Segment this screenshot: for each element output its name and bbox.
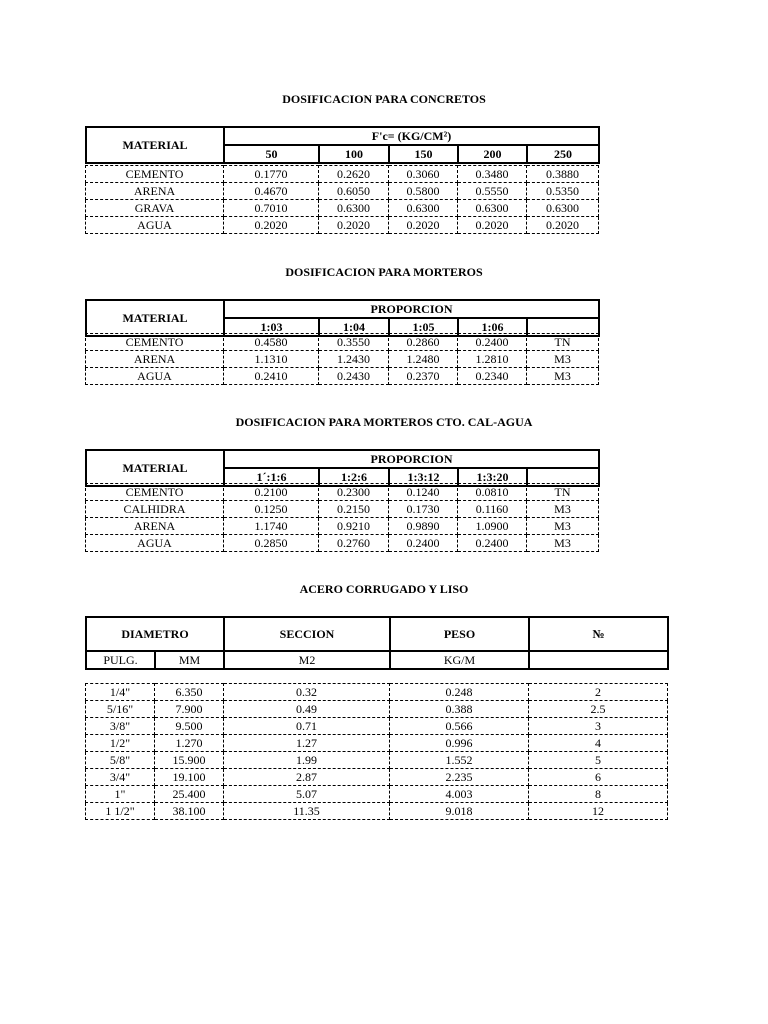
material-cell: CEMENTO <box>86 484 224 501</box>
material-cell: AGUA <box>86 535 224 552</box>
column-header: 1:2:6 <box>319 468 389 486</box>
value-cell: 1.1310 <box>224 351 319 368</box>
value-cell: 0.4670 <box>224 183 319 200</box>
acero-header <box>85 616 669 670</box>
value-cell: 0.2400 <box>458 334 527 351</box>
peso-cell: 9.018 <box>390 803 529 820</box>
mm-cell: 15.900 <box>155 752 224 769</box>
value-cell: 0.5350 <box>527 183 599 200</box>
peso-header: PESO <box>390 617 529 651</box>
value-cell: 0.2100 <box>224 484 319 501</box>
value-cell: 0.6300 <box>458 200 527 217</box>
value-cell: 0.1250 <box>224 501 319 518</box>
value-cell: 0.2020 <box>527 217 599 234</box>
column-header: 150 <box>389 145 458 163</box>
value-cell: 0.2410 <box>224 368 319 385</box>
value-cell: 0.5550 <box>458 183 527 200</box>
acero-title: ACERO CORRUGADO Y LISO <box>299 582 469 596</box>
mm-cell: 6.350 <box>155 684 224 701</box>
material-cell: CEMENTO <box>86 166 224 183</box>
morteros-cal-title: DOSIFICACION PARA MORTEROS CTO. CAL-AGUA <box>235 415 533 429</box>
peso-cell: 2.235 <box>390 769 529 786</box>
pulg-cell: 5/16" <box>86 701 155 718</box>
value-cell: 0.2860 <box>389 334 458 351</box>
value-cell: 0.3480 <box>458 166 527 183</box>
unit-header: PULG. <box>86 651 155 669</box>
unit-cell: M3 <box>527 501 599 518</box>
unit-cell: TN <box>527 484 599 501</box>
concretos-header <box>85 126 600 164</box>
value-cell: 0.2020 <box>319 217 389 234</box>
value-cell: 0.2370 <box>389 368 458 385</box>
table-row <box>86 334 599 351</box>
unit-cell: M3 <box>527 535 599 552</box>
value-cell: 0.6050 <box>319 183 389 200</box>
seccion-cell: 2.87 <box>224 769 390 786</box>
table-row <box>86 718 668 735</box>
seccion-cell: 11.35 <box>224 803 390 820</box>
morteros-title: DOSIFICACION PARA MORTEROS <box>285 265 483 279</box>
unit-header: KG/M <box>390 651 529 669</box>
value-cell: 0.6300 <box>389 200 458 217</box>
unit-cell: M3 <box>527 351 599 368</box>
unit-cell: M3 <box>527 518 599 535</box>
value-cell: 0.2760 <box>319 535 389 552</box>
value-cell: 0.2620 <box>319 166 389 183</box>
column-header: 250 <box>527 145 599 163</box>
table-row <box>86 484 599 501</box>
seccion-header: SECCION <box>224 617 390 651</box>
mm-cell: 19.100 <box>155 769 224 786</box>
value-cell: 0.0810 <box>458 484 527 501</box>
value-cell: 1.0900 <box>458 518 527 535</box>
pulg-cell: 3/8" <box>86 718 155 735</box>
material-cell: GRAVA <box>86 200 224 217</box>
acero-body <box>85 683 668 820</box>
concretos-body <box>85 165 599 234</box>
numero-header: № <box>529 617 668 651</box>
value-cell: 0.9210 <box>319 518 389 535</box>
material-cell: AGUA <box>86 368 224 385</box>
pulg-cell: 1 1/2" <box>86 803 155 820</box>
peso-cell: 0.388 <box>390 701 529 718</box>
seccion-cell: 5.07 <box>224 786 390 803</box>
concretos-title: DOSIFICACION PARA CONCRETOS <box>282 92 486 106</box>
peso-cell: 4.003 <box>390 786 529 803</box>
unit-header: M2 <box>224 651 390 669</box>
value-cell: 0.2020 <box>389 217 458 234</box>
table-row <box>86 501 599 518</box>
peso-cell: 1.552 <box>390 752 529 769</box>
peso-cell: 0.996 <box>390 735 529 752</box>
group-header: PROPORCION <box>224 300 599 318</box>
value-cell: 0.9890 <box>389 518 458 535</box>
value-cell: 0.6300 <box>319 200 389 217</box>
value-cell: 0.6300 <box>527 200 599 217</box>
numero-cell: 4 <box>529 735 668 752</box>
value-cell: 0.2300 <box>319 484 389 501</box>
column-header: 100 <box>319 145 389 163</box>
value-cell: 0.4580 <box>224 334 319 351</box>
value-cell: 0.7010 <box>224 200 319 217</box>
numero-cell: 2.5 <box>529 701 668 718</box>
value-cell: 0.3550 <box>319 334 389 351</box>
unit-cell: M3 <box>527 368 599 385</box>
morteros-cal-header <box>85 449 600 487</box>
table-row <box>86 735 668 752</box>
unit-cell: TN <box>527 334 599 351</box>
material-cell: CALHIDRA <box>86 501 224 518</box>
table-row <box>86 684 668 701</box>
material-cell: AGUA <box>86 217 224 234</box>
pulg-cell: 1" <box>86 786 155 803</box>
value-cell: 0.2850 <box>224 535 319 552</box>
column-header: 1´:1:6 <box>224 468 319 486</box>
value-cell: 0.1240 <box>389 484 458 501</box>
column-header: 1:3:12 <box>389 468 458 486</box>
morteros-header <box>85 299 600 337</box>
value-cell: 0.3060 <box>389 166 458 183</box>
unit-header <box>529 651 668 669</box>
table-row <box>86 535 599 552</box>
table-row <box>86 701 668 718</box>
numero-cell: 3 <box>529 718 668 735</box>
value-cell: 1.1740 <box>224 518 319 535</box>
seccion-cell: 0.32 <box>224 684 390 701</box>
seccion-cell: 0.49 <box>224 701 390 718</box>
mm-cell: 7.900 <box>155 701 224 718</box>
unit-header: MM <box>155 651 224 669</box>
mm-cell: 38.100 <box>155 803 224 820</box>
value-cell: 0.1160 <box>458 501 527 518</box>
column-header: 1:06 <box>458 318 527 336</box>
table-row <box>86 518 599 535</box>
value-cell: 0.2340 <box>458 368 527 385</box>
value-cell: 1.2480 <box>389 351 458 368</box>
mm-cell: 1.270 <box>155 735 224 752</box>
morteros-body <box>85 333 599 385</box>
column-header: 50 <box>224 145 319 163</box>
table-row <box>86 200 599 217</box>
seccion-cell: 1.27 <box>224 735 390 752</box>
table-row <box>86 368 599 385</box>
value-cell: 0.3880 <box>527 166 599 183</box>
diametro-header: DIAMETRO <box>86 617 224 651</box>
numero-cell: 6 <box>529 769 668 786</box>
table-row <box>86 166 599 183</box>
peso-cell: 0.248 <box>390 684 529 701</box>
material-cell: ARENA <box>86 351 224 368</box>
value-cell: 0.2400 <box>389 535 458 552</box>
material-cell: ARENA <box>86 183 224 200</box>
value-cell: 0.2020 <box>224 217 319 234</box>
material-header: MATERIAL <box>86 127 224 163</box>
value-cell: 0.2430 <box>319 368 389 385</box>
pulg-cell: 3/4" <box>86 769 155 786</box>
column-header: 1:3:20 <box>458 468 527 486</box>
table-row <box>86 351 599 368</box>
table-row <box>86 786 668 803</box>
table-row <box>86 183 599 200</box>
group-header: PROPORCION <box>224 450 599 468</box>
table-row <box>86 217 599 234</box>
column-header: 1:04 <box>319 318 389 336</box>
material-header: MATERIAL <box>86 450 224 486</box>
value-cell: 0.5800 <box>389 183 458 200</box>
value-cell: 0.2400 <box>458 535 527 552</box>
mm-cell: 25.400 <box>155 786 224 803</box>
column-header: 200 <box>458 145 527 163</box>
numero-cell: 8 <box>529 786 668 803</box>
column-header: 1:05 <box>389 318 458 336</box>
numero-cell: 2 <box>529 684 668 701</box>
numero-cell: 12 <box>529 803 668 820</box>
column-header: 1:03 <box>224 318 319 336</box>
mm-cell: 9.500 <box>155 718 224 735</box>
peso-cell: 0.566 <box>390 718 529 735</box>
value-cell: 1.2810 <box>458 351 527 368</box>
table-row <box>86 803 668 820</box>
morteros-cal-body <box>85 483 599 552</box>
group-header: F'c= (KG/CM²) <box>224 127 599 145</box>
numero-cell: 5 <box>529 752 668 769</box>
table-row <box>86 752 668 769</box>
material-cell: ARENA <box>86 518 224 535</box>
pulg-cell: 1/4" <box>86 684 155 701</box>
pulg-cell: 5/8" <box>86 752 155 769</box>
value-cell: 0.1730 <box>389 501 458 518</box>
value-cell: 0.1770 <box>224 166 319 183</box>
material-header: MATERIAL <box>86 300 224 336</box>
value-cell: 0.2150 <box>319 501 389 518</box>
seccion-cell: 1.99 <box>224 752 390 769</box>
pulg-cell: 1/2" <box>86 735 155 752</box>
value-cell: 0.2020 <box>458 217 527 234</box>
seccion-cell: 0.71 <box>224 718 390 735</box>
table-row <box>86 769 668 786</box>
value-cell: 1.2430 <box>319 351 389 368</box>
material-cell: CEMENTO <box>86 334 224 351</box>
